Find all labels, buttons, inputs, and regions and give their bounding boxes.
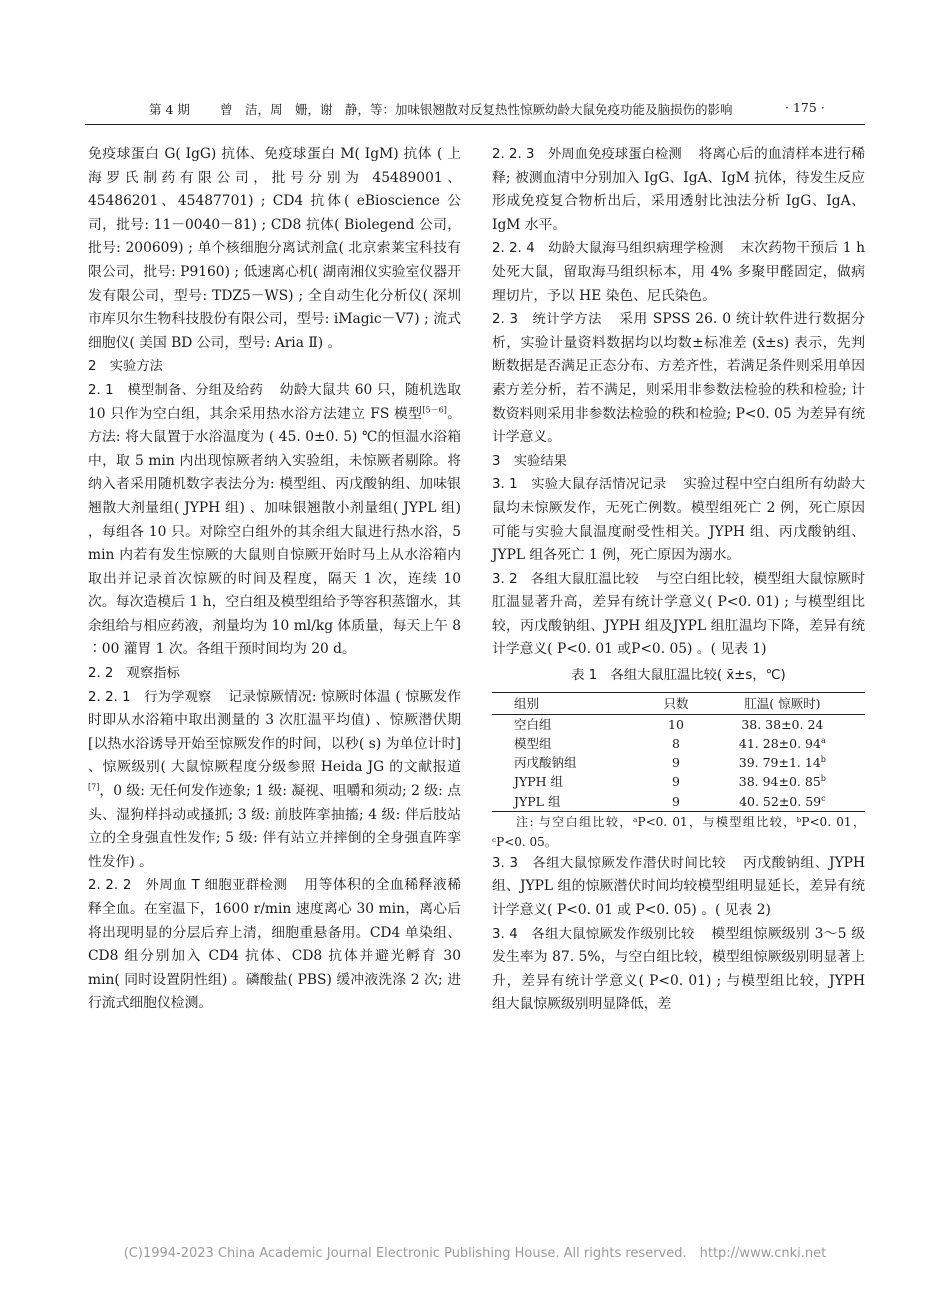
table-header-cell: 肛温( 惊厥时) xyxy=(700,692,865,714)
table-row xyxy=(492,772,865,791)
value-cell: 40. 52±0. 59$^c$ xyxy=(700,792,865,812)
citation-5-6: [5－6] xyxy=(422,404,447,414)
section-3-3-heading: 3. 3 各组大鼠惊厥发作潜伏时间比较 xyxy=(492,855,726,871)
section-3-4-paragraph: 3. 4 各组大鼠惊厥发作级别比较 模型组惊厥级别 3～5 级发生率为 87. 5%，与空白组比较，模型组惊厥级别明显著上升，差异有统计学意义( P<0. 01) ; 与模型组比较，JYPH 组大鼠惊厥级别明显降低，差 xyxy=(492,925,866,1013)
section-2-2-4-heading: 2. 2. 4 幼龄大鼠海马组织病理学检测 xyxy=(492,241,724,257)
section-3-2-paragraph: 3. 2 各组大鼠肛温比较 与空白组比较，模型组大鼠惊厥时肛温显著升高，差异有统计学意义( P<0. 01) ; 与模型组比较，丙戊酸钠组、JYPH 组及JYPL 组肛温均下降，差异有统计学意义( P<0. 01 或P<0. 05) 。( 见表 1) xyxy=(492,570,866,658)
table-1-note: 注: 与空白组比较，ᵃP<0. 01，与模型组比较，ᵇP<0. 01，ᶜP<0. 05。 xyxy=(492,814,865,849)
table-row xyxy=(492,753,865,772)
count-cell: 9 xyxy=(671,774,680,790)
section-2-1-heading: 2. 1 模型制备、分组及给药 xyxy=(88,382,263,398)
table-1 xyxy=(492,692,865,812)
group-cell: JYPH 组 xyxy=(514,774,564,790)
group-cell: 空白组 xyxy=(514,716,552,732)
section-2-3-paragraph: 2. 3 统计学方法 采用 SPSS 26. 0 统计软件进行数据分析，实验计量资料数据均以均数±标准差 (x̄±s) 表示，先判断数据是否满足正态分布、方差齐性，若满足条件则采用单因素方差分析，若不满足，则采用非参数法检验的秩和检验; 计数资料则采用非参数法检验的秩和检验; P<0. 05 为差异有统计学意义。 xyxy=(492,311,865,446)
header-rule xyxy=(85,124,865,125)
running-title: 曾 洁，周 姗，谢 静，等：加味银翘散对反复热性惊厥幼龄大鼠免疫功能及脑损伤的影响 xyxy=(220,102,733,117)
count-cell: 10 xyxy=(668,716,684,732)
section-2-heading: 2 实验方法 xyxy=(88,359,163,375)
table-1-title: 表 1 各组大鼠肛温比较( x̄±s，℃) xyxy=(571,668,786,684)
section-3-2-heading: 3. 2 各组大鼠肛温比较 xyxy=(492,571,639,587)
section-2-2-3-paragraph: 2. 2. 3 外周血免疫球蛋白检测 将离心后的血清样本进行稀释; 被测血清中分别加入 IgG、IgA、IgM 抗体，待发生反应形成免疫复合物析出后，采用透射比浊法分析 IgG、IgA、IgM 水平。 xyxy=(492,146,865,233)
left-column xyxy=(88,143,461,1016)
value-cell: 38. 38±0. 24 xyxy=(741,716,824,732)
group-cell: 丙戊酸钠组 xyxy=(514,755,577,771)
table-row xyxy=(492,714,865,734)
group-cell: 模型组 xyxy=(514,736,552,752)
table-header-cell: 只数 xyxy=(652,692,699,714)
section-2-3-heading: 2. 3 统计学方法 xyxy=(492,312,602,328)
section-3-heading: 3 实验结果 xyxy=(492,453,567,469)
value-cell: 38. 94±0. 85$^b$ xyxy=(738,774,826,790)
group-cell: JYPL 组 xyxy=(492,792,652,812)
table-row xyxy=(492,792,865,812)
page-number: · 175 · xyxy=(785,100,825,115)
section-2-2-heading: 2. 2 观察指标 xyxy=(88,666,180,682)
count-cell: 9 xyxy=(652,792,699,812)
section-3-4-heading: 3. 4 各组大鼠惊厥发作级别比较 xyxy=(492,926,695,942)
table-header-row xyxy=(492,692,865,714)
section-2-2-1-heading: 2. 2. 1 行为学观察 xyxy=(88,689,212,705)
right-column xyxy=(492,143,865,1017)
copyright-footer: (C)1994-2023 China Academic Journal Electronic Publishing House. All rights reserved. http://www.cnki.net xyxy=(123,1246,827,1261)
section-3-3-paragraph: 3. 3 各组大鼠惊厥发作潜伏时间比较 丙戊酸钠组、JYPH 组、JYPL 组的惊厥潜伏时间均较模型组明显延长，差异有统计学意义( P<0. 01 或 P<0. 05) 。( 见表 2) xyxy=(492,854,865,919)
table-row xyxy=(492,734,865,753)
table-header-cell: 组别 xyxy=(492,692,652,714)
citation-7: [7] xyxy=(88,782,100,792)
section-2-2-4-paragraph: 2. 2. 4 幼龄大鼠海马组织病理学检测 末次药物干预后 1 h 处死大鼠，留取海马组织标本，用 4% 多聚甲醛固定，做病理切片，予以 HE 染色、尼氏染色。 xyxy=(492,240,865,304)
section-2-1-paragraph: 2. 1 模型制备、分组及给药 幼龄大鼠共 60 只，随机选取 10 只作为空白组，其余采用热水浴方法建立 FS 模型[5－6]。方法: 将大鼠置于水浴温度为 ( 45. 0±0. 5) ℃的恒温水浴箱中，取 5 min 内出现惊厥者纳入实验组，未惊厥者剔除。将纳入者采用随机数字表法分为: 模型组、丙戊酸钠组、加味银翘散大剂量组( JYPH 组) 、加味银翘散小剂量组( JYPL 组) ，每组各 10 只。对除空白组外的其余组大鼠进行热水浴，5 min 内若有发生惊厥的大鼠则自惊厥开始时马上从水浴箱内取出并记录首次惊厥的时间及程度，隔天 1 次，连续 10 次。每次造模后 1 h，空白组及模型组给予等容积蒸馏水，其余组给与相应药液，剂量均为 10 ml/kg 体质量，每天上午 8 ∶00 灌胃 1 次。各组干预时间均为 20 d。 xyxy=(88,381,461,658)
issue-label: 第 4 期 xyxy=(149,102,190,117)
count-cell: 9 xyxy=(671,755,680,771)
section-2-2-2-heading: 2. 2. 2 外周血 T 细胞亚群检测 xyxy=(88,878,288,894)
section-2-2-1-paragraph: 2. 2. 1 行为学观察 记录惊厥情况: 惊厥时体温 ( 惊厥发作时即从水浴箱中取出测量的 3 次肛温平均值) 、惊厥潜伏期 [以热水浴诱导开始至惊厥发作的时间，以秒( s) 为单位计时] 、惊厥级别( 大鼠惊厥程度分级参照 Heida JG 的文献报道[7]，0 级: 无任何发作迹象; 1 级: 凝视、咀嚼和须动; 2 级: 点头、湿狗样抖动或搔抓; 3 级: 前肢阵挛抽搐; 4 级: 伴后肢站立的全身强直性发作; 5 级: 伴有站立并摔倒的全身强直阵挛性发作) 。 xyxy=(88,688,461,870)
value-cell: 41. 28±0. 94$^a$ xyxy=(738,735,826,752)
section-3-1-heading: 3. 1 实验大鼠存活情况记录 xyxy=(492,477,667,493)
count-cell: 8 xyxy=(671,736,680,752)
value-cell: 39. 79±1. 14$^b$ xyxy=(738,755,826,771)
section-2-2-3-heading: 2. 2. 3 外周血免疫球蛋白检测 xyxy=(492,147,682,162)
materials-paragraph: 免疫球蛋白 G( IgG) 抗体、免疫球蛋白 M( IgM) 抗体 ( 上海罗氏制药有限公司，批号分别为 45489001、45486201、45487701) ; CD4 抗体( eBioscience 公司，批号: 11－0040－81) ; CD8 抗体( Biolegend 公司，批号: 200609) ; 单个核细胞分离试剂盒( 北京索莱宝科技有限公司，批号: P9160) ; 低速离心机( 湖南湘仪实验室仪器开发有限公司，型号: TDZ5－WS) ; 全自动生化分析仪( 深圳市库贝尔生物科技股份有限公司，型号: iMagic－V7) ; 流式细胞仪( 美国 BD 公司，型号: Aria Ⅱ) 。 xyxy=(88,146,461,351)
section-3-1-paragraph: 3. 1 实验大鼠存活情况记录 实验过程中空白组所有幼龄大鼠均未惊厥发作，无死亡例数。模型组死亡 2 例，死亡原因可能与实验大鼠温度耐受性相关。JYPH 组、丙戊酸钠组、JYPL 组各死亡 1 例，死亡原因为溺水。 xyxy=(492,476,866,564)
section-2-2-2-paragraph: 2. 2. 2 外周血 T 细胞亚群检测 用等体积的全血稀释液稀释全血。在室温下，1600 r/min 速度离心 30 min，离心后将出现明显的分层后弃上清，细胞重悬备用。CD4 单染组、CD8 组分别加入 CD4 抗体、CD8 抗体并避光孵育 30 min( 同时设置阴性组) 。磷酸盐( PBS) 缓冲液洗涤 2 次; 进行流式细胞仪检测。 xyxy=(88,877,461,1012)
